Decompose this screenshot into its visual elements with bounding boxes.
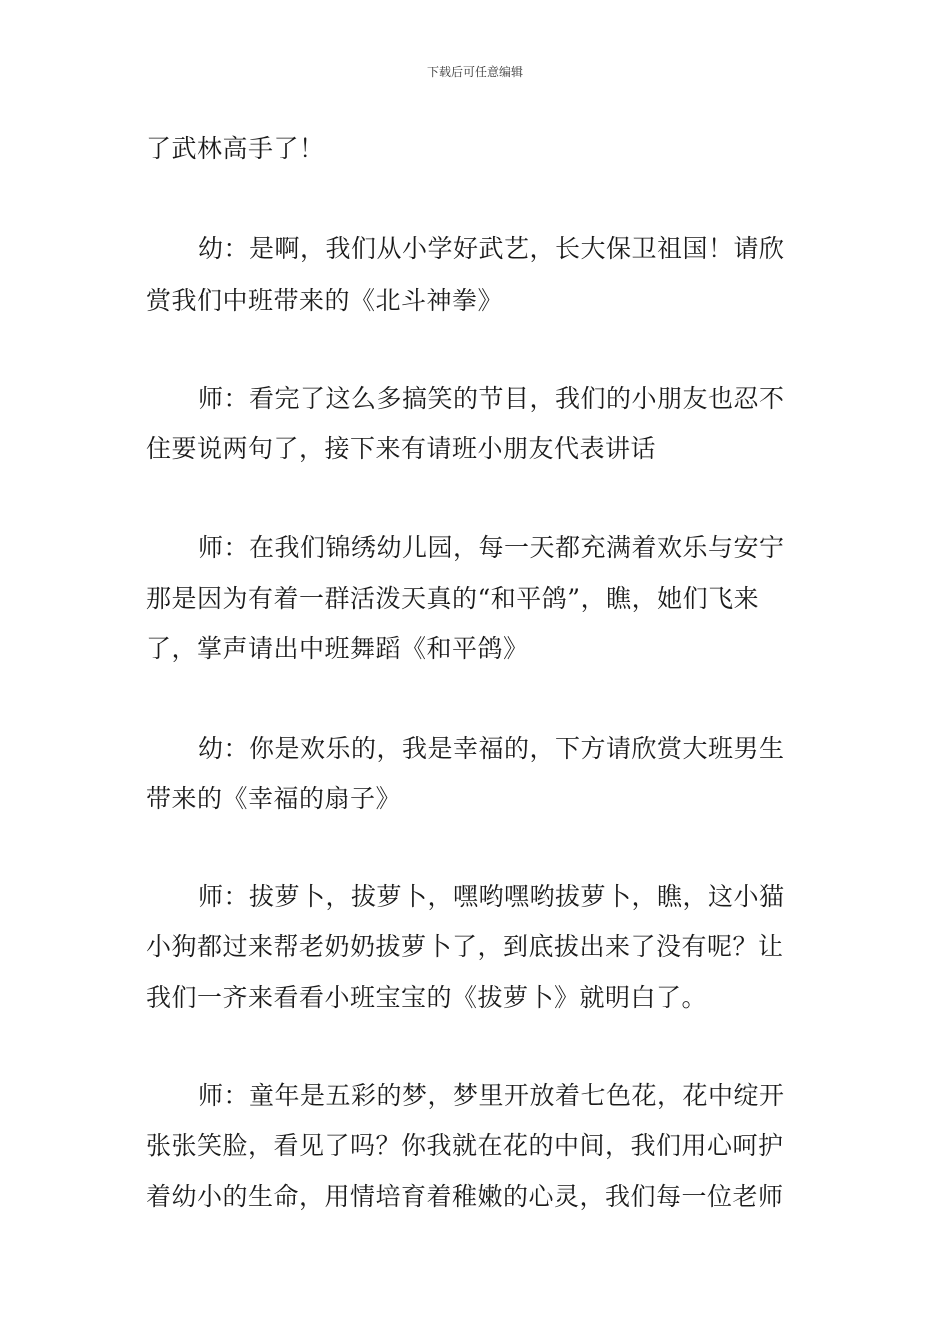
page-header: 下载后可任意编辑 xyxy=(426,65,523,79)
body-line: 着幼小的生命，用情培育着稚嫩的心灵，我们每一位老师 xyxy=(146,1182,784,1211)
body-line: 了武林高手了！ xyxy=(146,134,325,163)
body-line: 幼：你是欢乐的，我是幸福的，下方请欣赏大班男生 xyxy=(198,734,785,763)
body-line: 师：童年是五彩的梦，梦里开放着七色花，花中绽开 xyxy=(198,1081,785,1110)
body-line: 赏我们中班带来的《北斗神拳》 xyxy=(146,286,504,315)
body-line: 带来的《幸福的扇子》 xyxy=(146,784,402,813)
body-line: 张张笑脸，看见了吗？你我就在花的中间，我们用心呵护 xyxy=(146,1131,784,1160)
body-line: 住要说两句了，接下来有请班小朋友代表讲话 xyxy=(146,434,657,463)
body-line: 师：看完了这么多搞笑的节目，我们的小朋友也忍不 xyxy=(198,384,785,413)
body-line: 师：在我们锦绣幼儿园，每一天都充满着欢乐与安宁 xyxy=(198,533,785,562)
body-line: 幼：是啊，我们从小学好武艺，长大保卫祖国！请欣 xyxy=(198,234,785,263)
body-line: 师：拔萝卜，拔萝卜，嘿哟嘿哟拔萝卜，瞧，这小猫 xyxy=(198,882,785,911)
body-line: 小狗都过来帮老奶奶拔萝卜了，到底拔出来了没有呢？让 xyxy=(146,932,784,961)
body-line: 那是因为有着一群活泼天真的“和平鸽”，瞧，她们飞来 xyxy=(146,584,760,613)
body-line: 了，掌声请出中班舞蹈《和平鸽》 xyxy=(146,634,529,663)
body-line: 我们一齐来看看小班宝宝的《拔萝卜》就明白了。 xyxy=(146,983,708,1012)
